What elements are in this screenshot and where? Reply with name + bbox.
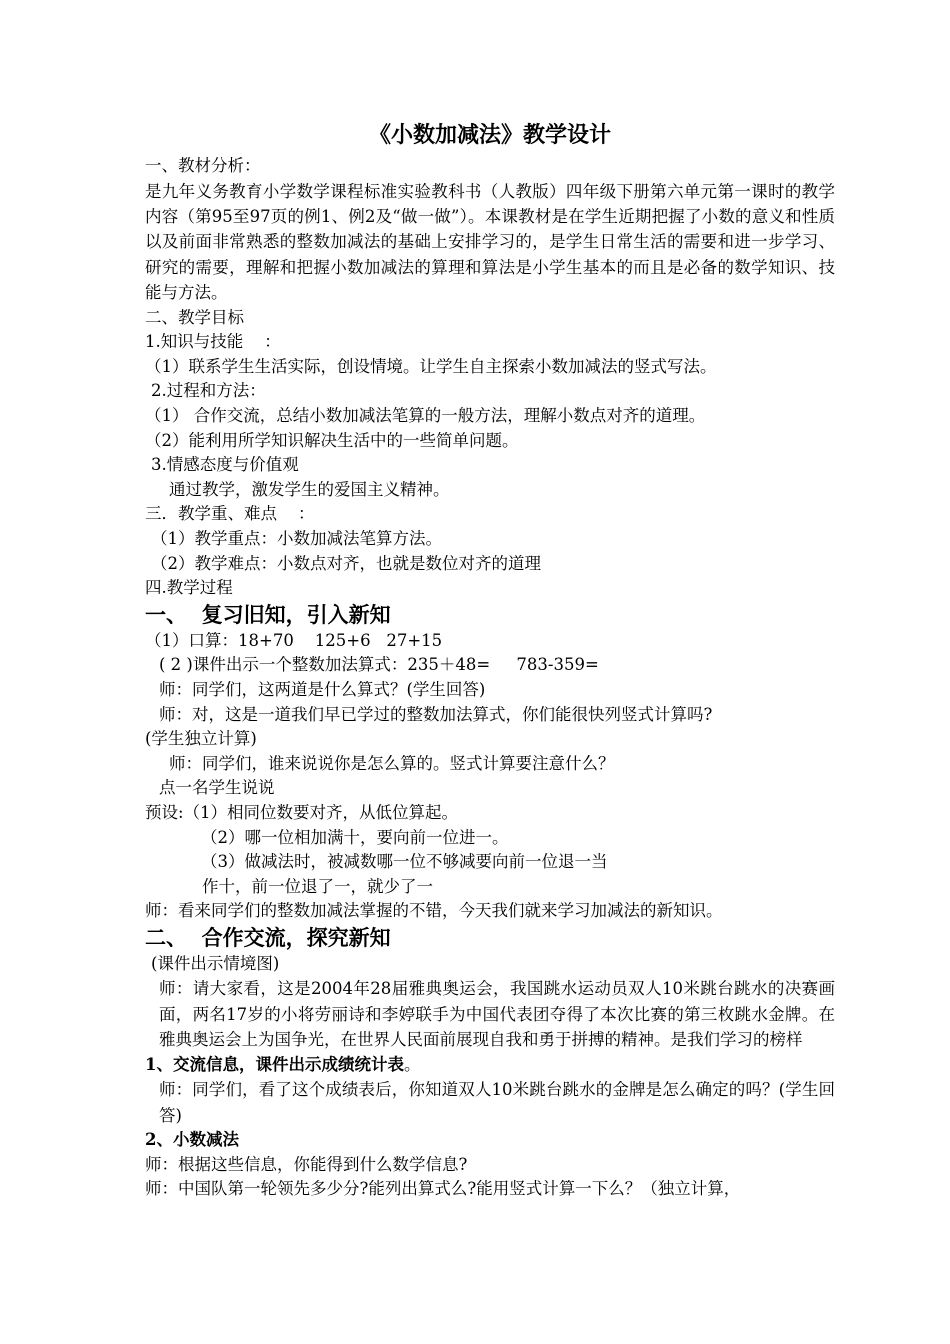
process-2-line-1: (课件出示情境图): [151, 953, 280, 973]
process-1-line-9: （2）哪一位相加满十，要向前一位进一。: [201, 827, 509, 847]
process-heading-2: 二、 合作交流，探究新知: [145, 924, 391, 950]
section-heading-process: 四.教学过程: [145, 578, 233, 598]
keypoint-2: （2）教学难点：小数点对齐，也就是数位对齐的道理: [151, 553, 541, 573]
goal-attitude: 3.情感态度与价值观: [151, 455, 299, 475]
document-title: 《小数加减法》教学设计: [368, 122, 611, 148]
section-heading-goals: 二、教学目标: [145, 307, 244, 327]
document-page: [145, 118, 835, 1202]
process-1-line-6: 师：同学们，谁来说说你是怎么算的。竖式计算要注意什么？: [169, 753, 615, 773]
goal-attitude-item: 通过教学，激发学生的爱国主义精神。: [169, 479, 450, 499]
section-heading-analysis: 一、教材分析：: [145, 156, 261, 175]
process-2-line-3: 师：根据这些信息，你能得到什么数学信息?: [145, 1154, 468, 1174]
process-2-subheading-2: 2、小数减法: [145, 1130, 239, 1150]
process-1-line-1: （1）口算：18+70 125+6 27+15: [145, 630, 443, 650]
subheading-1-end: 。: [403, 1054, 421, 1074]
goal-knowledge-item: （1）联系学生生活实际，创设情境。让学生自主探索小数加减法的竖式写法。: [145, 356, 717, 376]
goal-process: 2.过程和方法：: [151, 381, 266, 401]
process-1-line-2: ( 2 )课件出示一个整数加法算式：235＋48= 783-359=: [159, 655, 599, 675]
process-1-line-5: (学生独立计算): [145, 729, 257, 749]
process-1-line-7: 点一名学生说说: [159, 778, 275, 798]
process-heading-1: 一、 复习旧知，引入新知: [145, 601, 391, 627]
process-2-line-4: 师：中国队第一轮领先多少分?能列出算式么?能用竖式计算一下么？（独立计算，: [145, 1179, 741, 1199]
process-1-line-12: 师：看来同学们的整数加减法掌握的不错，今天我们就来学习加减法的新知识。: [145, 901, 723, 921]
goal-knowledge: 1.知识与技能 ：: [145, 332, 281, 352]
process-1-line-4: 师：对，这是一道我们早已学过的整数加法算式，你们能很快列竖式计算吗?: [159, 704, 713, 724]
process-2-line-2: 师：同学们，看了这个成绩表后，你知道双人10米跳台跳水的金牌是怎么确定的吗？(学生回答): [159, 1080, 835, 1125]
subheading-1-text: 1、交流信息，课件出示成绩统计表: [145, 1054, 404, 1074]
keypoint-1: （1）教学重点：小数加减法笔算方法。: [151, 528, 442, 548]
process-2-subheading-1: [145, 1053, 835, 1078]
process-2-paragraph: 师：请大家看，这是2004年28届雅典奥运会，我国跳水运动员双人10米跳台跳水的决赛画面，两名17岁的小将劳丽诗和李婷联手为中国代表团夺得了本次比赛的第三枚跳水金牌。在雅典奥运会上为国争光，在世界人民面前展现自我和勇于拼搏的精神。是我们学习的榜样: [159, 979, 835, 1050]
process-1-line-10: （3）做减法时，被减数哪一位不够减要向前一位退一当: [201, 852, 608, 872]
goal-process-item-2: （2）能利用所学知识解决生活中的一些简单问题。: [145, 430, 519, 450]
process-1-line-11: 作十，前一位退了一，就少了一: [202, 876, 433, 896]
section-heading-keypoints: 三．教学重、难点 ：: [145, 504, 315, 524]
process-1-line-3: 师：同学们，这两道是什么算式？(学生回答): [159, 679, 486, 699]
process-1-line-8: 预设:（1）相同位数要对齐，从低位算起。: [145, 802, 459, 822]
analysis-paragraph: 是九年义务教育小学数学课程标准实验教科书（人教版）四年级下册第六单元第一课时的教学内容（第95至97页的例1、例2及“做一做”）。本课教材是在学生近期把握了小数的意义和性质以及前面非常熟悉的整数加减法的基础上安排学习的，是学生日常生活的需要和进一步学习、研究的需要，理解和把握小数加减法的算理和算法是小学生基本的而且是必备的数学知识、技能与方法。: [145, 181, 835, 303]
goal-process-item-1: （1） 合作交流，总结小数加减法笔算的一般方法，理解小数点对齐的道理。: [145, 406, 706, 425]
